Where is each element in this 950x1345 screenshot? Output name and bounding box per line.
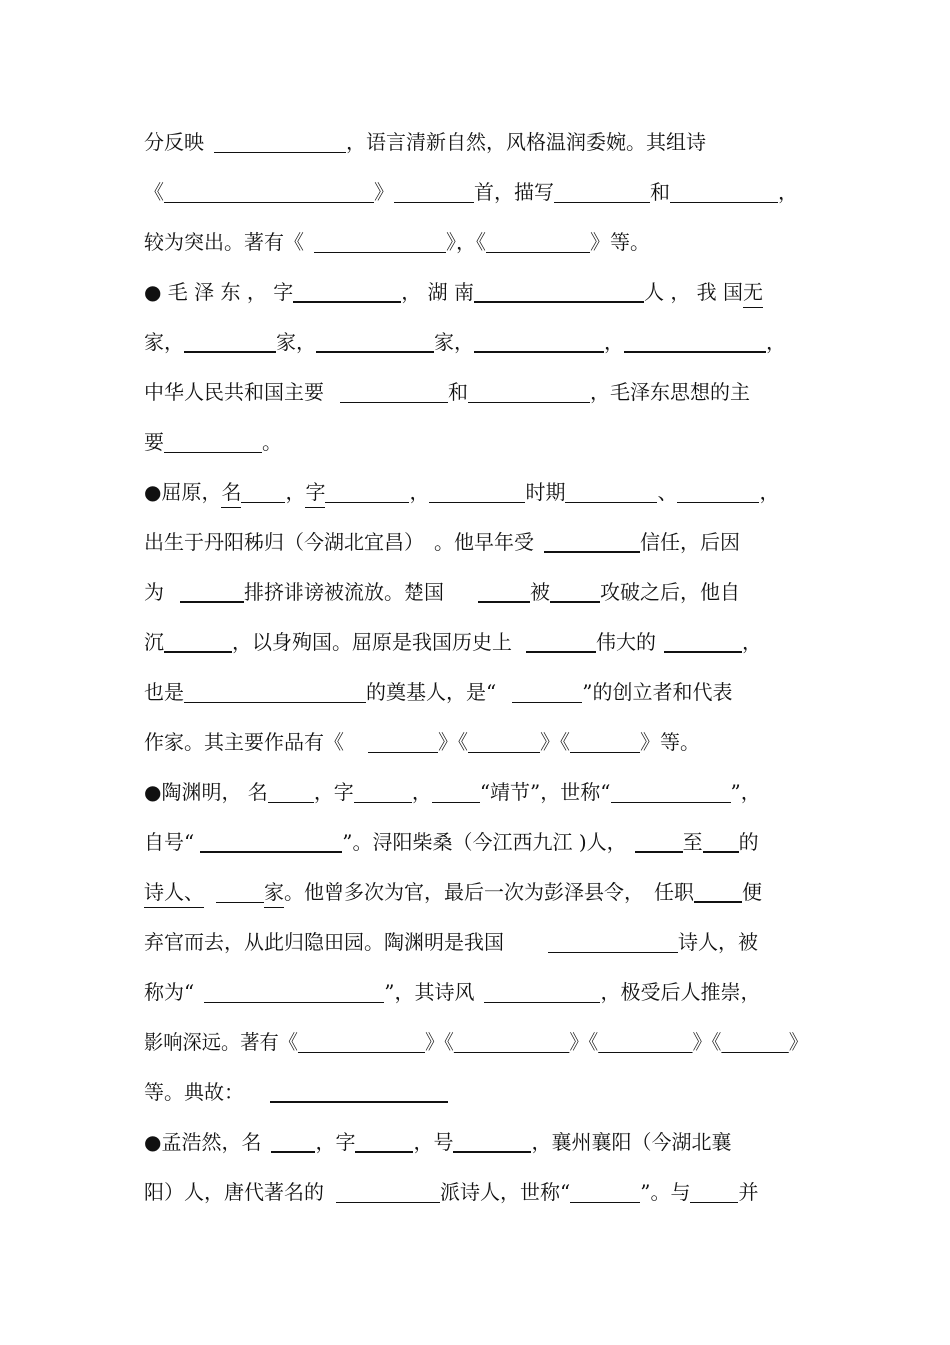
text-line [144,377,808,407]
line-text: ●屈原， [144,480,222,504]
text-line [144,327,808,357]
line-text: ，极受后人推崇， [600,980,761,1004]
line-text: ， [766,330,786,354]
text-line [144,477,808,507]
fill-in-blank[interactable] [314,230,446,253]
text-line [144,827,808,857]
line-text: 《 [144,180,164,204]
fill-in-blank[interactable] [598,1030,692,1053]
line-text: ， [411,780,432,804]
line-text: ●孟浩然，名 [144,1130,262,1154]
fill-in-blank[interactable] [677,480,759,503]
fill-in-blank[interactable] [204,980,384,1003]
line-text: ”。与 [640,1180,691,1204]
line-text: 为 [144,580,164,604]
line-text: ● 毛 泽 东 ， 字 [144,280,294,304]
line-text: 并 [738,1180,759,1204]
line-text: 。 [262,430,282,454]
fill-in-blank[interactable] [164,430,262,453]
fill-in-blank[interactable] [690,1180,738,1203]
fill-in-blank[interactable] [611,780,731,803]
fill-in-blank[interactable] [624,329,766,353]
fill-in-blank[interactable] [241,480,285,503]
fill-in-blank[interactable] [180,579,244,603]
line-text: 》 [788,1030,808,1054]
fill-in-blank[interactable] [550,579,600,603]
fill-in-blank[interactable] [544,529,640,553]
line-text: 至 [682,830,703,854]
text-line [144,627,808,657]
text-line [144,1027,808,1057]
line-text: 时期 [525,480,566,504]
fill-in-blank[interactable] [474,329,604,353]
text-line [144,977,808,1007]
line-text: 也是 [144,680,184,704]
fill-in-blank[interactable] [184,329,276,353]
line-text: 、 [657,480,678,504]
line-text: 》《 [692,1030,722,1054]
line-text: ， 湖 南 [401,280,474,304]
line-text: 要 [144,430,164,454]
line-text: 诗人，被 [678,930,758,954]
line-text: 攻破之后，他自 [600,580,740,604]
fill-in-blank[interactable] [468,380,590,403]
line-text: ”，其诗风 [384,980,475,1004]
line-text: 家， [276,330,316,354]
text-line [144,527,808,557]
line-text: ”的创立者和代表 [582,680,733,704]
line-text: 等。典故： [144,1080,244,1104]
line-text: ， [604,330,624,354]
line-text: ， [285,480,306,504]
text-line [144,1177,808,1207]
fill-in-blank[interactable] [271,1129,315,1153]
fill-in-blank[interactable] [453,1129,531,1153]
text-line [144,677,808,707]
fill-in-blank[interactable] [484,980,600,1003]
text-line [144,727,808,757]
text-line [144,227,808,257]
fill-in-blank[interactable] [184,680,366,703]
fill-in-blank[interactable] [454,1030,569,1053]
fill-in-blank[interactable] [526,629,596,653]
text-line [144,427,808,457]
fill-in-blank[interactable] [268,780,314,803]
fill-in-blank[interactable] [200,829,342,853]
underlined-text: 家 [264,877,284,908]
line-text: 作家。其主要作品有《 [144,730,344,754]
fill-in-blank[interactable] [429,480,525,503]
fill-in-blank[interactable] [635,829,683,853]
fill-in-blank[interactable] [340,380,448,403]
fill-in-blank[interactable] [432,780,480,803]
line-text: 伟大的 [596,630,656,654]
line-text: ”， [730,780,761,804]
fill-in-blank[interactable] [554,180,650,203]
fill-in-blank[interactable] [336,1180,440,1203]
line-text: “靖节”，世称“ [479,780,611,804]
line-text: ， [778,180,798,204]
fill-in-blank[interactable] [548,930,678,953]
line-text: 排挤诽谤被流放。楚国 [244,580,444,604]
line-text: 。他曾多次为官，最后一次为彭泽县令， 任职 [284,880,694,904]
line-text: 》 [374,180,394,204]
line-text: ， [742,630,762,654]
line-text: ”。浔阳柴桑（今江西九江 )人， [342,830,627,854]
text-line [144,1127,808,1157]
line-text: 》《 [569,1030,599,1054]
line-text: 家， [144,330,184,354]
fill-in-blank[interactable] [694,879,742,903]
underlined-text: 诗人、 [144,877,204,908]
underlined-text: 名 [221,477,241,508]
fill-in-blank[interactable] [721,1030,788,1053]
line-text: ，襄州襄阳（今湖北襄 [531,1130,732,1154]
line-text: 派诗人，世称“ [440,1180,571,1204]
line-text: ，语言清新自然，风格温润委婉。其组诗 [346,130,706,154]
fill-in-blank[interactable] [164,629,232,653]
line-text: 出生于丹阳秭归（今湖北宜昌） 。他早年受 [144,530,534,554]
fill-in-blank[interactable] [664,629,742,653]
text-line [144,277,808,307]
fill-in-blank[interactable] [270,1079,448,1103]
line-text: ，字 [315,1130,356,1154]
line-text: 的 [738,830,759,854]
line-text: 信任，后因 [640,530,740,554]
line-text: 较为突出。著有《 [144,230,304,254]
line-text: 中华人民共和国主要 [144,380,324,404]
text-line [144,777,808,807]
underlined-text: 无 [743,277,763,308]
line-text: ， [409,480,430,504]
fill-in-blank[interactable] [570,1180,640,1203]
line-text: 首，描写 [474,180,554,204]
fill-in-blank[interactable] [670,180,778,203]
line-text: 和 [650,180,670,204]
fill-in-blank[interactable] [468,730,540,753]
fill-in-blank[interactable] [474,279,644,303]
fill-in-blank[interactable] [703,829,739,853]
line-text: ， [759,480,780,504]
fill-in-blank[interactable] [512,680,582,703]
line-text: 》《 [424,1030,454,1054]
text-line [144,127,808,157]
fill-in-blank[interactable] [478,579,530,603]
fill-in-blank[interactable] [164,180,374,203]
line-text: 称为“ [144,980,195,1004]
line-text: 弃官而去，从此归隐田园。陶渊明是我国 [144,930,504,954]
text-line [144,177,808,207]
line-text: 自号“ [144,830,195,854]
line-text: 和 [448,380,468,404]
fill-in-blank[interactable] [368,730,438,753]
line-text: 便 [742,880,762,904]
line-text: 影响深远。著有《 [144,1030,298,1054]
fill-in-blank[interactable] [394,180,474,203]
line-text: 被 [530,580,550,604]
fill-in-blank[interactable] [325,480,409,503]
line-text: 的奠基人，是“ [366,680,497,704]
text-line [144,877,808,907]
line-text: 》《 [438,730,468,754]
text-line [144,1077,808,1107]
fill-in-blank[interactable] [316,329,434,353]
text-line [144,927,808,957]
text-line [144,577,808,607]
line-text: ●陶渊明， 名 [144,780,268,804]
line-text: 分反映 [144,130,204,154]
line-text: 》，《 [446,230,486,254]
line-text: 沉 [144,630,164,654]
line-text: 人 ， 我 国 [643,280,744,304]
fill-in-blank[interactable] [298,1030,425,1053]
line-text: 家， [434,330,474,354]
fill-in-blank[interactable] [486,230,590,253]
line-text: 》等。 [640,730,700,754]
line-text: 阳）人，唐代著名的 [144,1180,324,1204]
fill-in-blank[interactable] [214,130,346,153]
fill-in-blank[interactable] [354,780,412,803]
line-text: 》《 [540,730,570,754]
underlined-text: 字 [305,477,325,508]
fill-in-blank[interactable] [293,279,401,303]
fill-in-blank[interactable] [216,880,264,903]
fill-in-blank[interactable] [355,1129,413,1153]
line-text: ，以身殉国。屈原是我国历史上 [232,630,512,654]
line-text: ，毛泽东思想的主 [590,380,750,404]
line-text: ，号 [413,1130,454,1154]
fill-in-blank[interactable] [565,480,657,503]
line-text: 》等。 [590,230,650,254]
fill-in-blank[interactable] [570,730,640,753]
line-text: ，字 [313,780,354,804]
